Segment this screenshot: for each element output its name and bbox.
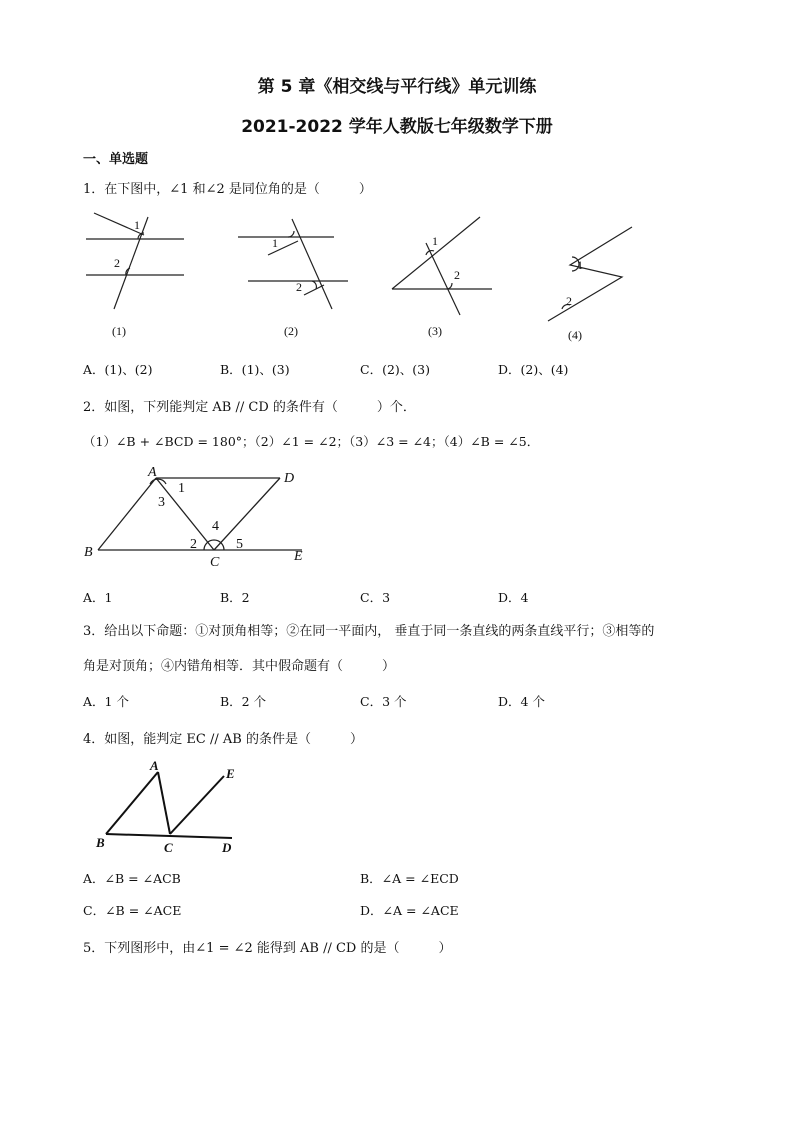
angle-2: 2 xyxy=(190,537,197,552)
q4-option-b: B．∠A = ∠ECD xyxy=(360,871,459,886)
angle-4: 4 xyxy=(212,519,219,534)
segment-cd xyxy=(214,478,280,550)
fig3-angle-2: 2 xyxy=(454,268,460,282)
question-5-text: 5．下列图形中，由∠1 = ∠2 能得到 AB // CD 的是（ ） xyxy=(83,941,452,956)
point-e: E xyxy=(294,549,303,564)
q2-option-a: A．1 xyxy=(83,590,113,605)
fig3-label: (3) xyxy=(428,324,442,338)
q3-option-d: D．4 个 xyxy=(498,694,545,709)
q1-option-c: C．(2)、(3) xyxy=(360,362,430,377)
q4-option-d: D．∠A = ∠ACE xyxy=(360,903,459,918)
page-subtitle: 2021-2022 学年人教版七年级数学下册 xyxy=(241,117,553,137)
q2-option-d: D．4 xyxy=(498,590,529,605)
fig3-angle-1: 1 xyxy=(432,234,438,248)
point-b: B xyxy=(96,835,105,850)
fig4-angle-1: 1 xyxy=(577,258,583,272)
point-b: B xyxy=(84,545,93,560)
q3-option-b: B．2 个 xyxy=(220,694,267,709)
question-4-text: 4．如图，能判定 EC // AB 的条件是（ ） xyxy=(83,732,363,747)
fig2-label: (2) xyxy=(284,324,298,338)
fig2-arc xyxy=(288,231,294,237)
fig2-transversal xyxy=(304,285,324,295)
page-title: 第 5 章《相交线与平行线》单元训练 xyxy=(257,77,537,97)
q2-option-c: C．3 xyxy=(360,590,391,605)
q4-option-c: C．∠B = ∠ACE xyxy=(83,903,182,918)
point-c: C xyxy=(164,840,173,855)
fig4-angle-2: 2 xyxy=(566,294,572,308)
angle-3: 3 xyxy=(158,495,165,510)
segment-ab xyxy=(98,478,156,550)
point-a: A xyxy=(150,760,159,773)
point-c: C xyxy=(210,555,220,570)
point-d: D xyxy=(222,840,232,855)
question-3-line-1: 3．给出以下命题：①对顶角相等；②在同一平面内， 垂直于同一条直线的两条直线平行；③相等的 xyxy=(83,624,655,639)
fig4-label: (4) xyxy=(568,328,582,342)
segment-ce xyxy=(170,776,224,834)
fig3-line xyxy=(392,217,480,289)
segment-bd xyxy=(106,834,232,838)
q3-option-c: C．3 个 xyxy=(360,694,407,709)
fig4-zigzag xyxy=(548,227,632,321)
section-heading: 一、单选题 xyxy=(83,152,149,167)
fig2-arc xyxy=(312,281,316,289)
fig1-angle-1: 1 xyxy=(134,218,140,232)
fig1-angle-2: 2 xyxy=(114,256,120,270)
point-a: A xyxy=(148,465,157,480)
question-4-figure xyxy=(92,760,252,858)
q1-option-a: A．(1)、(2) xyxy=(83,362,153,377)
q1-option-d: D．(2)、(4) xyxy=(498,362,569,377)
segment-ac xyxy=(156,478,214,550)
q2-option-b: B．2 xyxy=(220,590,250,605)
angle-5: 5 xyxy=(236,537,243,552)
point-d: D xyxy=(284,471,295,486)
question-2-figure xyxy=(80,462,320,572)
q1-option-b: B．(1)、(3) xyxy=(220,362,290,377)
question-2-conditions: （1）∠B + ∠BCD = 180°；（2）∠1 = ∠2；（3）∠3 = ∠4；（4）∠B = ∠5． xyxy=(83,434,540,449)
fig2-angle-2: 2 xyxy=(296,280,302,294)
fig2-transversal xyxy=(292,219,332,309)
point-e: E xyxy=(226,766,235,781)
question-1-figures xyxy=(80,205,680,355)
question-1-text: 1．在下图中，∠1 和∠2 是同位角的是（ ） xyxy=(83,182,372,197)
question-2-text: 2．如图，下列能判定 AB // CD 的条件有（ ）个． xyxy=(83,400,416,415)
fig2-angle-1: 1 xyxy=(272,236,278,250)
angle-1: 1 xyxy=(178,481,185,496)
segment-ac xyxy=(158,772,170,834)
q3-option-a: A．1 个 xyxy=(83,694,129,709)
fig3-arc xyxy=(448,283,452,289)
fig1-label: (1) xyxy=(112,324,126,338)
segment-ba xyxy=(106,772,158,834)
question-3-line-2: 角是对顶角；④内错角相等．其中假命题有（ ） xyxy=(83,659,396,674)
q4-option-a: A．∠B = ∠ACB xyxy=(83,871,181,886)
